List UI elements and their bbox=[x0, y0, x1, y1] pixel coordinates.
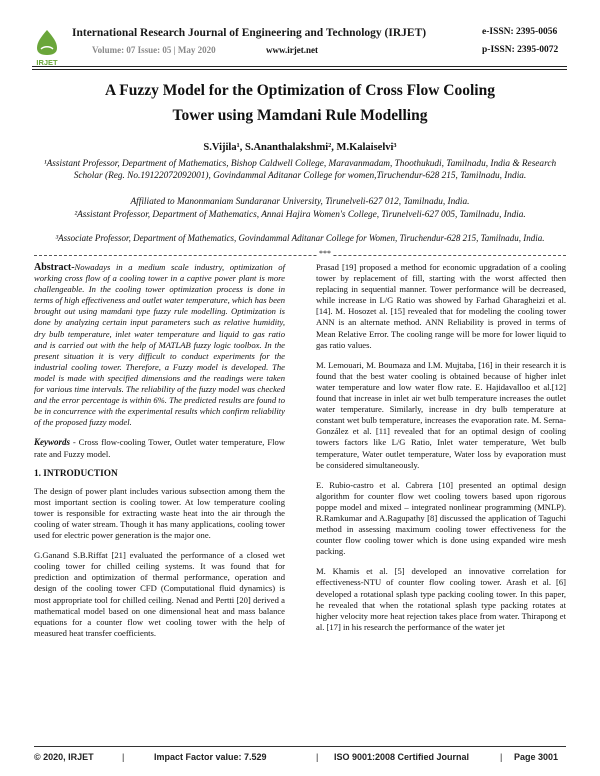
header-rule-thin bbox=[32, 69, 567, 70]
section-heading-introduction: 1. INTRODUCTION bbox=[34, 468, 118, 479]
keywords bbox=[34, 437, 285, 459]
footer-impact-factor: Impact Factor value: 7.529 bbox=[154, 752, 267, 762]
intro-paragraph-2: G.Ganand S.B.Riffat [21] evaluated the performance of a closed wet cooling tower for chilled ceiling systems. It was found that for prediction and optimization of thermal performance, operation and design of the cooling tower CFD (Computational fluid dynamics) is most appropriate tool for chilled ceiling. Nenad and Pertti [20] derived a mathematical model based on one dimensional heat and mass balance equations for a counter flow wet cooling tower with the help of measured heat transfer coefficients. bbox=[34, 550, 285, 638]
volume-issue: Volume: 07 Issue: 05 | May 2020 bbox=[92, 45, 216, 55]
page-header bbox=[0, 0, 600, 72]
logo-text: IRJET bbox=[36, 58, 58, 67]
footer-rule bbox=[34, 746, 566, 747]
header-rule bbox=[32, 66, 567, 67]
journal-name: International Research Journal of Engineering and Technology (IRJET) bbox=[72, 27, 427, 39]
footer-iso: ISO 9001:2008 Certified Journal bbox=[334, 752, 470, 762]
abstract bbox=[34, 262, 285, 428]
footer-page-number: Page 3001 bbox=[514, 752, 559, 762]
affiliation-2: ²Assistant Professor, Department of Mathematics, Annai Hajira Women's College, Tirunelveli-627 005, Tamilnadu, India. bbox=[74, 210, 526, 220]
right-column bbox=[316, 262, 566, 642]
affiliation-3: ³Associate Professor, Department of Mathematics, Govindammal Aditanar College for Women, Tiruchendur-628 215, Tamilnadu, India. bbox=[55, 233, 545, 243]
paper-title-line2: Tower using Mamdani Rule Modelling bbox=[172, 107, 428, 124]
abstract-text: Nowadays in a medium scale industry, optimization of working cross flow of a cooling tower in a captive power plant is more challengeable. In the cooling tower optimization process is done in terms of high effectiveness and outlet water temperature, which has been brought out using mamdani type fuzzy rule modelling. Optimization is done by analyzing certain input parameters such as relative humidity, dry bulb temperature, inlet water temperature and liquid to gas ratio and is carried out with the help of MATLAB fuzzy logic toolbox. In the present situation it is very difficult to conduct experiments for the industrial cooling tower. Therefore, a Fuzzy model is developed. The model is made with specified dimensions and the readings were taken for various time intervals. The reliability of the fuzzy model was checked and the error percentage is within 6%. The predicted results are found to be in concurrence with the experimental results which confirm reliability of the proposed fuzzy model. bbox=[34, 262, 285, 428]
paper-title-line1: A Fuzzy Model for the Optimization of Cross Flow Cooling bbox=[105, 82, 495, 99]
body-paragraph-4: M. Khamis et al. [5] developed an innovative correlation for effectiveness-NTU of counter flow cooling tower. Arash et al. [6] developed a rotational splash type packing cooling tower. In this paper, he revealed that when the rotational splash type packing rotates at higher velocity more heat rejection takes place from water. Thirapong et al. [17] in his research the performance of the water jet bbox=[316, 566, 566, 632]
body-paragraph-2: M. Lemouari, M. Boumaza and I.M. Mujtaba, [16] in their research it is found that the best water cooling is obtained because of higher inlet water temperature and low water flow rate. E. Hajidavalloo et al.[12] found that increase in inlet air wet bulb temperature increases the outlet water temperature. Similarly, increase in dry bulb temperature at constant wet bulb temperature, increases the evaporation rate. M. Serna-González et al. [11] revealed that for an optimal design of cooling towers factors like L/G Ratio, Inlet water temperature, Wet bulb temperature, Water outlet temperature, Water loss by evaporation must be considered simultaneously. bbox=[316, 359, 566, 470]
body-paragraph-1: Prasad [19] proposed a method for economic upgradation of a cooling tower by replacement of fill, starting with the worst affected then replacing in sequential manner. Tower performance will be decreased, while increase in L/G Ratio was showed by Farhad Gharagheizi et al. [14]. M. Hosozet al. [15] revealed that for modeling the cooling tower ANN is an alternate method. ANN Reliability is proved in terms of Mean Relative Error. The cooling range will be more for lower liquid to gas ratio values. bbox=[316, 262, 566, 350]
affiliation-1: ¹Assistant Professor, Department of Mathematics, Bishop Caldwell College, Maravanmadam, Thoothukudi, Tamilnadu, India & Research Scholar (Reg. No.19122072092001), Govindammal Aditanar College for women,Tiruchendur-628 215, Tamilnadu, India. bbox=[43, 159, 557, 181]
separator-stars: *** bbox=[319, 249, 331, 258]
footer-copyright: © 2020, IRJET bbox=[34, 752, 94, 762]
irjet-logo-icon bbox=[32, 28, 62, 68]
author-list: S.Vijila¹, S.Ananthalakshmi², M.Kalaiselvi³ bbox=[203, 142, 397, 153]
separator-line bbox=[34, 255, 566, 256]
affiliation-1b: Affiliated to Manonmaniam Sundaranar University, Tirunelveli-627 012, Tamilnadu, India. bbox=[130, 197, 470, 207]
intro-paragraph-1: The design of power plant includes various subsection among them the most important section is cooling tower. At low temperature cooling tower is responsible for extracting waste heat into the air through the cooling of water stream. Though it has many applications, cooling tower used for electric power generation is the major one. bbox=[34, 485, 285, 541]
p-issn: p-ISSN: 2395-0072 bbox=[482, 45, 559, 55]
body-paragraph-3: E. Rubio-castro et al. Cabrera [10] presented an optimal design algorithm for counter flow wet cooling towers based upon rigorous poppe model and mixed – integrated nonlinear programming (MNLP). R.Ramkumar and A.Ragupathy [8] discussed the application of Taguchi method in assessing maximum cooling tower effectiveness for the counter flow cooling tower which is done using expanded wire mesh packing. bbox=[316, 479, 566, 557]
keywords-label: Keywords bbox=[34, 437, 70, 448]
left-column bbox=[34, 262, 285, 648]
journal-website[interactable]: www.irjet.net bbox=[266, 45, 318, 55]
keywords-text: - Cross flow-cooling Tower, Outlet water temperature, Flow rate and Fuzzy model. bbox=[34, 437, 285, 459]
e-issn: e-ISSN: 2395-0056 bbox=[482, 27, 558, 37]
abstract-label: Abstract- bbox=[34, 262, 75, 273]
